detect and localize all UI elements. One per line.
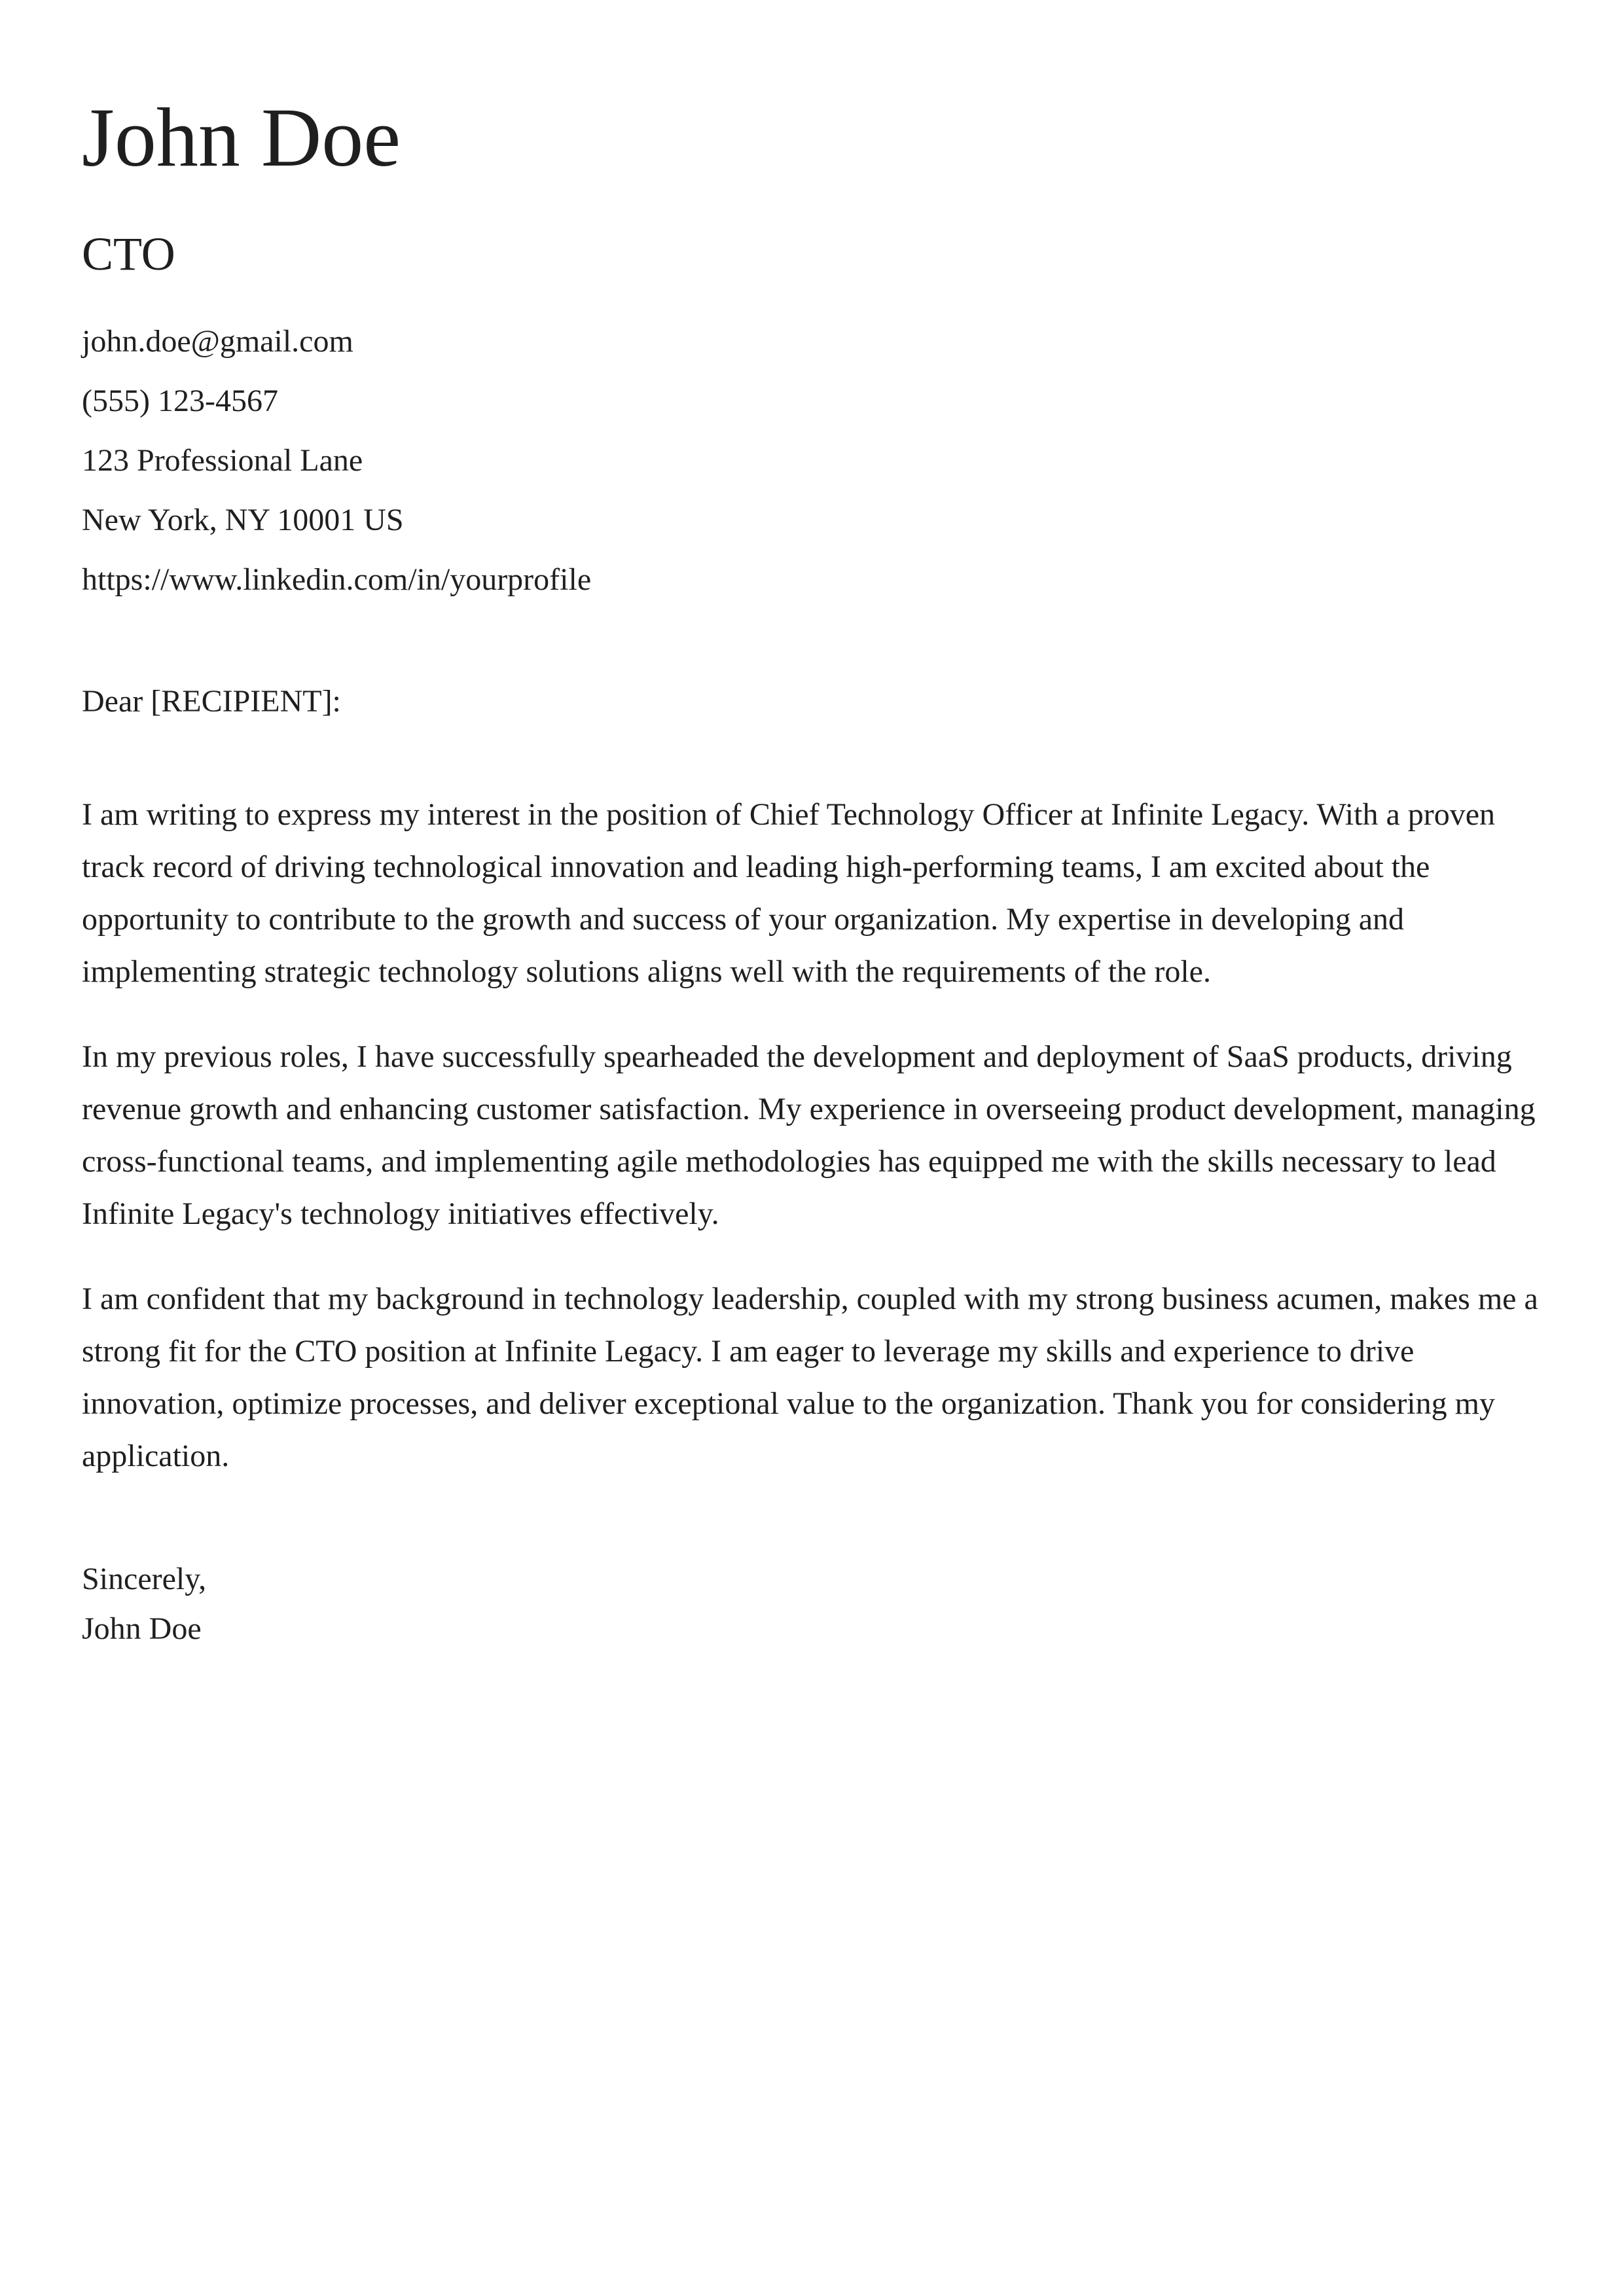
contact-address-line1: 123 Professional Lane [82, 442, 363, 478]
signature-name: John Doe [82, 1611, 202, 1646]
letter-closing: Sincerely, [82, 1561, 207, 1596]
letter-closing-block [82, 1554, 1561, 1654]
contact-phone: (555) 123-4567 [82, 383, 278, 418]
applicant-title: CTO [82, 227, 175, 280]
contact-address-line2: New York, NY 10001 US [82, 502, 404, 537]
body-paragraph-3: I am confident that my background in technology leadership, coupled with my strong business acumen, makes me a strong fit for the CTO position at Infinite Legacy. I am eager to leverage my skills and experience to drive innovation, optimize processes, and deliver exceptional value to the organization. Thank you for considering my application. [82, 1281, 1538, 1473]
letter-body [82, 789, 1561, 1482]
contact-linkedin: https://www.linkedin.com/in/yourprofile [82, 562, 592, 597]
body-paragraph-2: In my previous roles, I have successfully spearheaded the development and deployment of SaaS products, driving revenue growth and enhancing customer satisfaction. My experience in overseeing product development, managing cross-functional teams, and implementing agile methodologies has equipped me with the skills necessary to lead Infinite Legacy's technology initiatives effectively. [82, 1039, 1536, 1231]
contact-block [82, 312, 1561, 609]
body-paragraph-1: I am writing to express my interest in the position of Chief Technology Officer at Infinite Legacy. With a proven track record of driving technological innovation and leading high-performing teams, I am excited about the opportunity to contribute to the growth and success of your organization. My expertise in developing and implementing strategic technology solutions aligns well with the requirements of the role. [82, 797, 1496, 989]
applicant-name: John Doe [82, 91, 401, 184]
letter-content [82, 92, 1561, 1654]
letter-greeting: Dear [RECIPIENT]: [82, 683, 341, 719]
contact-email: john.doe@gmail.com [82, 323, 353, 359]
